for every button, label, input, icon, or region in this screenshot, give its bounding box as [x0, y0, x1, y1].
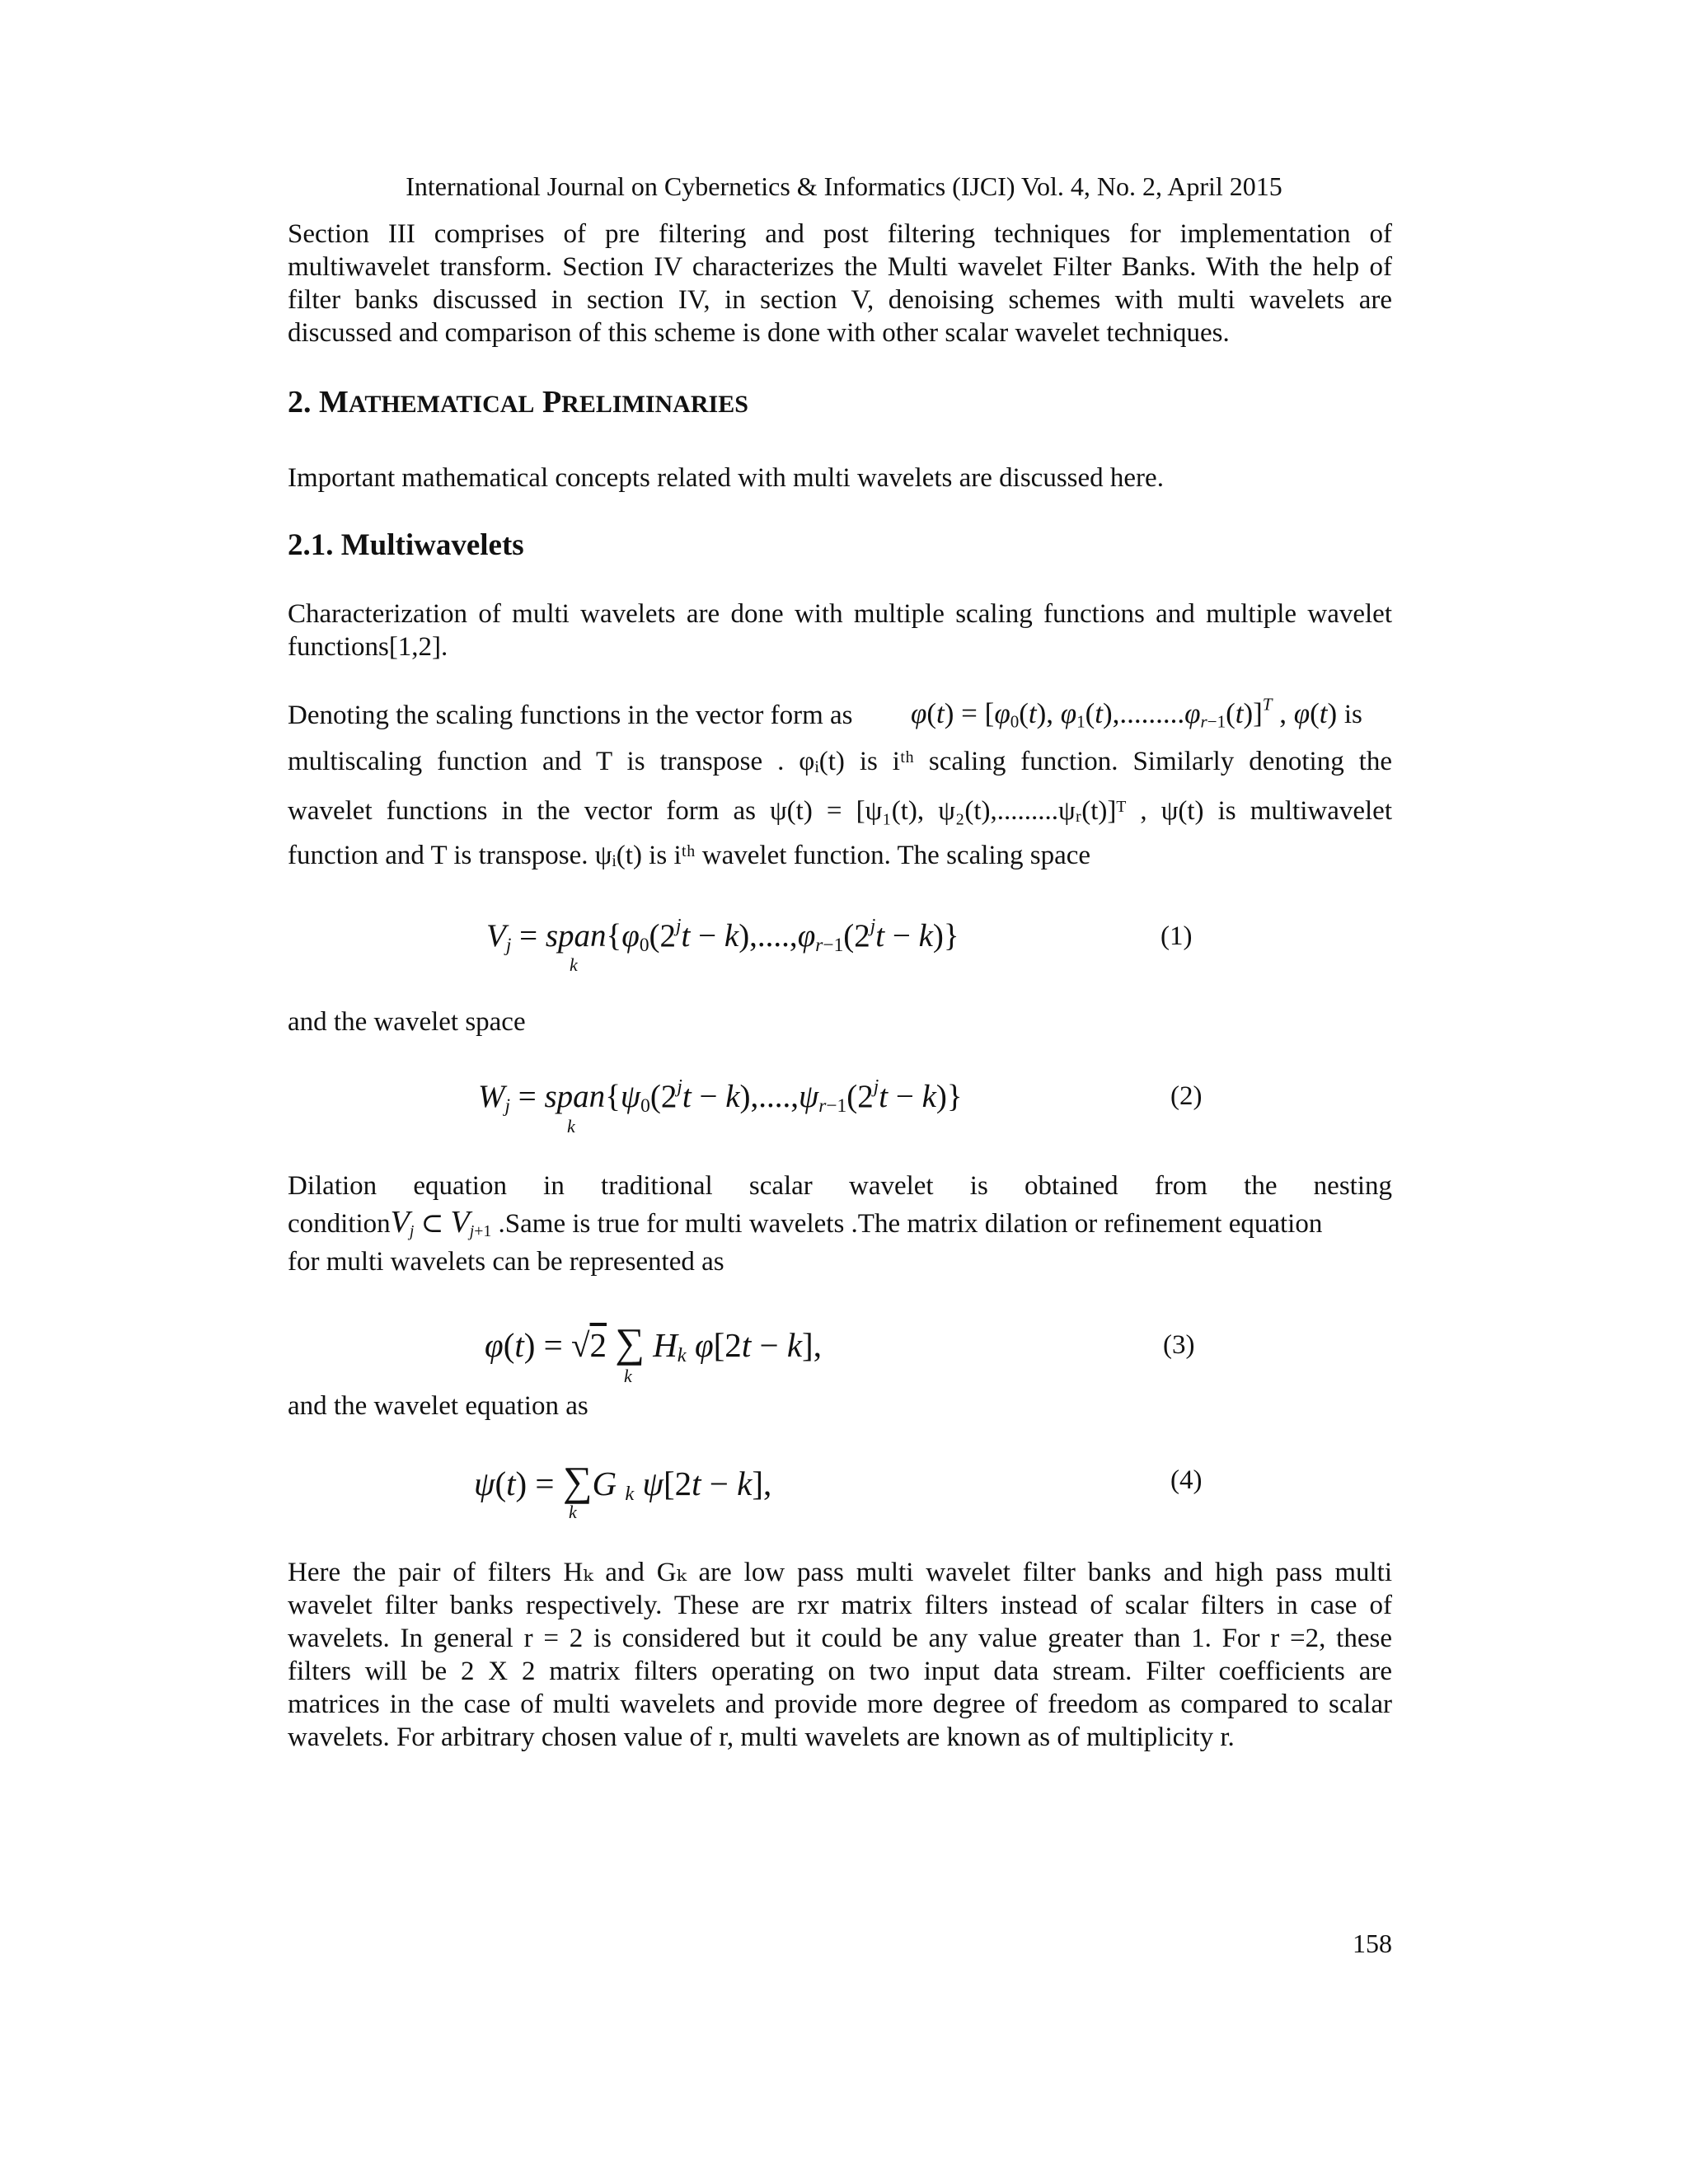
text-line: filters will be 2 X 2 matrix filters operating on two input data stream. Filter coefficients are [288, 1657, 1392, 1686]
equation-1: $V_j$ = $span\{\varphi_0(2^jt - k),....,\varphi_{r-1}(2^jt - k)\}$ [486, 915, 959, 956]
text-line: Dilation equation in traditional scalar wavelet is obtained from the nesting [288, 1171, 1392, 1201]
equation-3: φ(t) = √2 ∑ $H_k$ φ[2t − k], [485, 1319, 822, 1367]
page-number: 158 [1353, 1929, 1392, 1958]
equation-4-index: k [569, 1502, 577, 1522]
intro-paragraph [288, 218, 1392, 349]
wavelet-space-text: and the wavelet space [288, 1007, 526, 1037]
text-line: multiwavelet transform. Section IV characterizes the Multi wavelet Filter Banks. With the help of [288, 252, 1392, 282]
denoting-line-4: function and T is transpose. ψᵢ(t) is iᵗʰ wavelet function. The scaling space [288, 841, 1091, 870]
text-line: conditionV$_j$ ⊂ $V_{j+1}$ .Same is true for multi wavelets .The matrix dilation or refinement equation [288, 1205, 1323, 1240]
text-line: Section III comprises of pre filtering and post filtering techniques for implementation of [288, 219, 1392, 249]
equation-2-number: (2) [1170, 1081, 1203, 1111]
equation-2-index: k [567, 1116, 575, 1137]
section-heading: 2. MATHEMATICAL PRELIMINARIES [288, 385, 748, 419]
wavelet-equation-text: and the wavelet equation as [288, 1391, 588, 1421]
equation-3-index: k [624, 1366, 632, 1386]
text-line: matrices in the case of multi wavelets and provide more degree of freedom as compared to scalar [288, 1690, 1392, 1719]
text-line: discussed and comparison of this scheme is done with other scalar wavelet techniques. [288, 318, 1230, 348]
equation-1-index: k [570, 954, 578, 975]
text-line: Here the pair of filters Hₖ and Gₖ are low pass multi wavelet filter banks and high pass multi [288, 1558, 1392, 1587]
subsection-heading: 2.1. Multiwavelets [288, 528, 524, 562]
text-line: filter banks discussed in section IV, in section V, denoising schemes with multi wavelets are [288, 285, 1392, 315]
equation-3-number: (3) [1163, 1330, 1195, 1360]
text-line: for multi wavelets can be represented as [288, 1247, 724, 1277]
text-line: wavelets. For arbitrary chosen value of r, multi wavelets are known as of multiplicity r. [288, 1722, 1235, 1752]
text-line: Characterization of multi wavelets are done with multiple scaling functions and multiple wavelet [288, 599, 1392, 629]
denoting-line-1: Denoting the scaling functions in the vector form as [288, 701, 853, 730]
text-line: wavelets. In general r = 2 is considered but it could be any value greater than 1. For r =2, these [288, 1624, 1392, 1653]
denoting-line-2: multiscaling function and T is transpose . φᵢ(t) is iᵗʰ scaling function. Similarly denoting the [288, 747, 1392, 776]
filter-paragraph [288, 1556, 1392, 1754]
equation-4-number: (4) [1170, 1465, 1203, 1495]
dilation-paragraph [288, 1168, 1392, 1277]
phi-vector-equation: $\varphi(t) = [\varphi_0(t)$, $\varphi_1(t),.........\varphi_{r-1}(t)]^T$ , φ(t) is [911, 694, 1362, 732]
running-header: International Journal on Cybernetics & Informatics (IJCI) Vol. 4, No. 2, April 2015 [406, 171, 1282, 201]
denoting-line-3: wavelet functions in the vector form as ψ(t) = [ψ₁(t), ψ₂(t),.........ψᵣ(t)]ᵀ , ψ(t) is multiwavelet [288, 796, 1392, 826]
text-line: functions[1,2]. [288, 632, 448, 662]
section-intro: Important mathematical concepts related with multi wavelets are discussed here. [288, 463, 1164, 493]
equation-4: ψ(t) = ∑G $_k$ ψ[2t − k], [474, 1458, 772, 1506]
equation-2: $W_j$ = $span\{\psi_0(2^jt - k),....,\psi_{r-1}(2^jt - k)\}$ [478, 1076, 963, 1117]
text-line: wavelet filter banks respectively. These are rxr matrix filters instead of scalar filters in case of [288, 1591, 1392, 1620]
characterization-paragraph [288, 598, 1392, 663]
equation-1-number: (1) [1160, 921, 1193, 951]
